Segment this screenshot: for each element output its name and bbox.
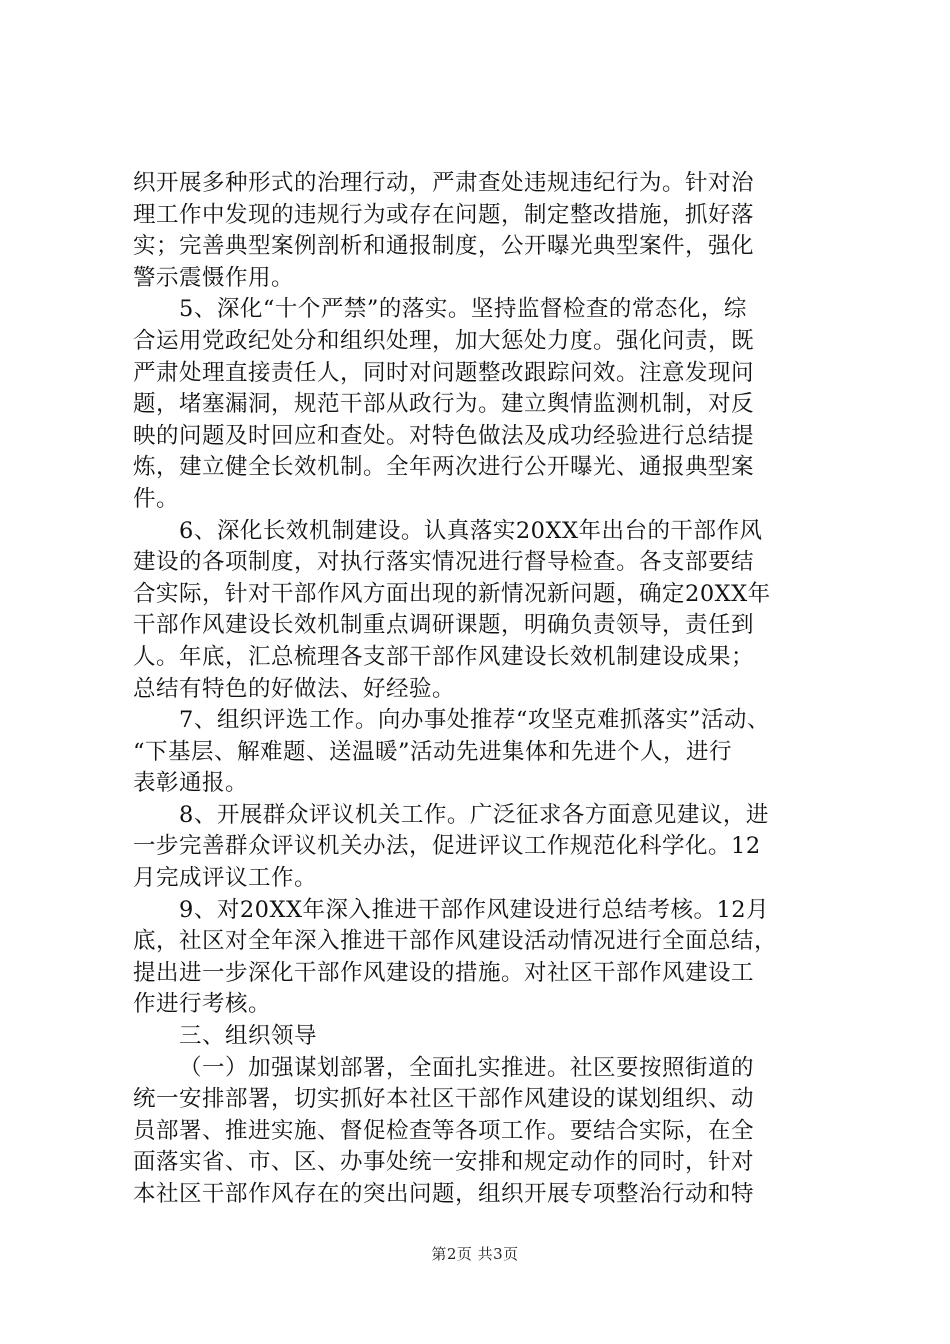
text-line: 严肃处理直接责任人，同时对问题整改跟踪问效。注意发现问 (133, 359, 755, 386)
text-line: 提出进一步深化干部作风建设的措施。对社区干部作风建设工 (133, 959, 755, 986)
text-line: 总结有特色的好做法、好经验。 (133, 675, 456, 702)
text-line: 底，社区对全年深入推进干部作风建设活动情况进行全面总结， (133, 928, 778, 955)
text-line: 理工作中发现的违规行为或存在问题，制定整改措施，抓好落 (133, 201, 755, 228)
text-line: 5、深化“十个严禁”的落实。坚持监督检查的常态化，综 (179, 296, 747, 323)
document-body (133, 168, 833, 1211)
text-line: 炼，建立健全长效机制。全年两次进行公开曝光、通报典型案 (133, 454, 755, 481)
text-line: 映的问题及时回应和查处。对特色做法及成功经验进行总结提 (133, 422, 755, 449)
page-footer: 第2页 共3页 (431, 1245, 519, 1263)
text-line: 表彰通报。 (133, 770, 249, 797)
text-line: 件。 (133, 485, 180, 512)
text-line: 合实际，针对干部作风方面出现的新情况新问题，确定20XX年 (133, 580, 771, 607)
text-line: 月完成评议工作。 (133, 865, 318, 892)
text-line: 人。年底，汇总梳理各支部干部作风建设长效机制建设成果； (133, 643, 755, 670)
text-line: 三、组织领导 (179, 1023, 318, 1050)
text-line: 面落实省、市、区、办事处统一安排和规定动作的同时，针对 (133, 1149, 755, 1176)
text-line: 干部作风建设长效机制重点调研课题，明确负责领导，责任到 (133, 612, 755, 639)
text-line: 本社区干部作风存在的突出问题，组织开展专项整治行动和特 (133, 1181, 755, 1207)
text-line: 合运用党政纪处分和组织处理，加大惩处力度。强化问责，既 (133, 327, 755, 354)
text-line: 警示震慑作用。 (133, 264, 295, 291)
text-line: “下基层、解难题、送温暖”活动先进集体和先进个人，进行 (133, 738, 733, 765)
text-line: 7、组织评选工作。向办事处推荐“攻坚克难抓落实”活动、 (179, 707, 770, 734)
text-line: 题，堵塞漏洞，规范干部从政行为。建立舆情监测机制，对反 (133, 391, 755, 418)
text-line: 9、对20XX年深入推进干部作风建设进行总结考核。12月 (179, 896, 770, 923)
text-line: （一）加强谋划部署，全面扎实推进。社区要按照街道的 (179, 1054, 755, 1081)
text-line: 8、开展群众评议机关工作。广泛征求各方面意见建议，进 (179, 801, 769, 828)
text-line: 员部署、推进实施、督促检查等各项工作。要结合实际，在全 (133, 1117, 755, 1144)
text-line: 织开展多种形式的治理行动，严肃查处违规违纪行为。针对治 (133, 170, 755, 196)
text-line: 6、深化长效机制建设。认真落实20XX年出台的干部作风 (179, 517, 763, 544)
text-line: 建设的各项制度，对执行落实情况进行督导检查。各支部要结 (133, 549, 755, 576)
text-line: 实；完善典型案例剖析和通报制度，公开曝光典型案件，强化 (133, 233, 755, 260)
text-line: 作进行考核。 (133, 991, 272, 1018)
text-line: 一步完善群众评议机关办法，促进评议工作规范化科学化。12 (133, 833, 761, 860)
text-line: 统一安排部署，切实抓好本社区干部作风建设的谋划组织、动 (133, 1086, 755, 1113)
